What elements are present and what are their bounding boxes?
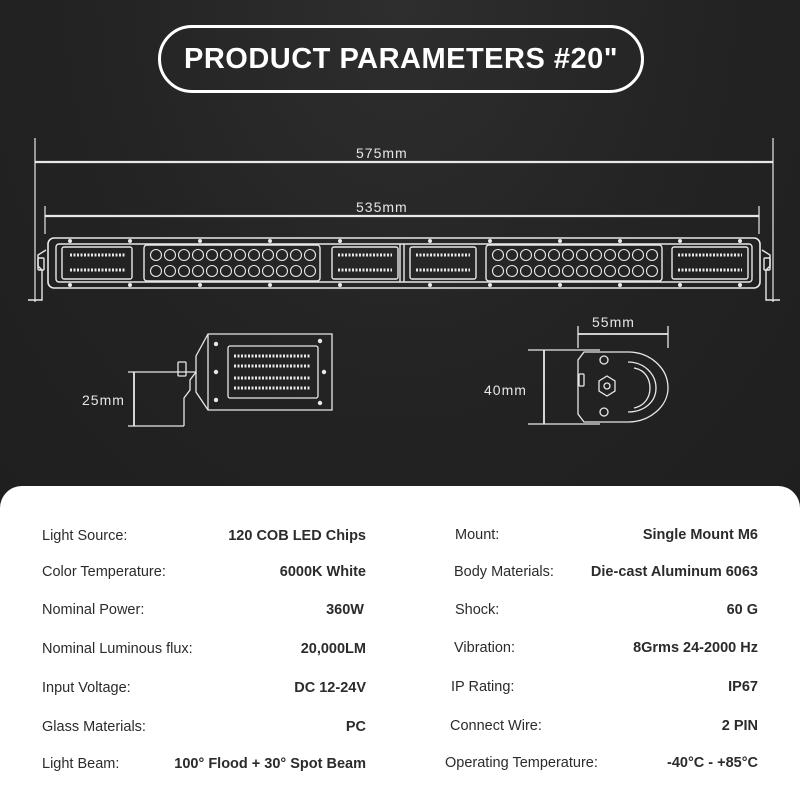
spec-value: DC 12-24V [294, 680, 366, 696]
dimension-body-length: 535mm [356, 199, 408, 215]
spec-value: 8Grms 24-2000 Hz [633, 640, 758, 656]
dimension-bracket-height: 25mm [82, 392, 125, 408]
spec-label: Vibration: [454, 640, 515, 656]
spec-label: Operating Temperature: [445, 755, 598, 771]
spec-label: Nominal Power: [42, 602, 145, 618]
spec-label: Body Materials: [454, 564, 554, 580]
spec-value: 2 PIN [721, 718, 758, 734]
spec-label: Light Source: [42, 528, 128, 544]
spec-value: 20,000LM [300, 641, 366, 657]
spec-label: Color Temperature: [42, 564, 166, 580]
page-title: PRODUCT PARAMETERS #20" [158, 25, 644, 93]
spec-value: Single Mount M6 [642, 527, 758, 543]
spec-value: -40°C - +85°C [667, 755, 758, 771]
spec-value: IP67 [728, 679, 758, 695]
spec-value: 60 G [726, 602, 758, 618]
dimension-depth: 55mm [592, 314, 635, 330]
spec-value: 100° Flood + 30° Spot Beam [174, 756, 366, 772]
spec-label: Mount: [455, 527, 500, 543]
spec-label: Glass Materials: [42, 719, 146, 735]
spec-label: Nominal Luminous flux: [42, 641, 193, 657]
spec-label: IP Rating: [451, 679, 515, 695]
dimension-overall-length: 575mm [356, 145, 408, 161]
spec-label: Light Beam: [42, 756, 120, 772]
spec-value: Die-cast Aluminum 6063 [590, 564, 758, 580]
dimension-height: 40mm [484, 382, 527, 398]
spec-value: 120 COB LED Chips [228, 528, 366, 544]
spec-value: PC [345, 719, 366, 735]
specifications-card [0, 486, 800, 800]
spec-label: Input Voltage: [42, 680, 131, 696]
spec-value: 6000K White [279, 564, 366, 580]
spec-value: 360W [326, 602, 364, 618]
spec-label: Shock: [455, 602, 500, 618]
spec-label: Connect Wire: [450, 718, 542, 734]
